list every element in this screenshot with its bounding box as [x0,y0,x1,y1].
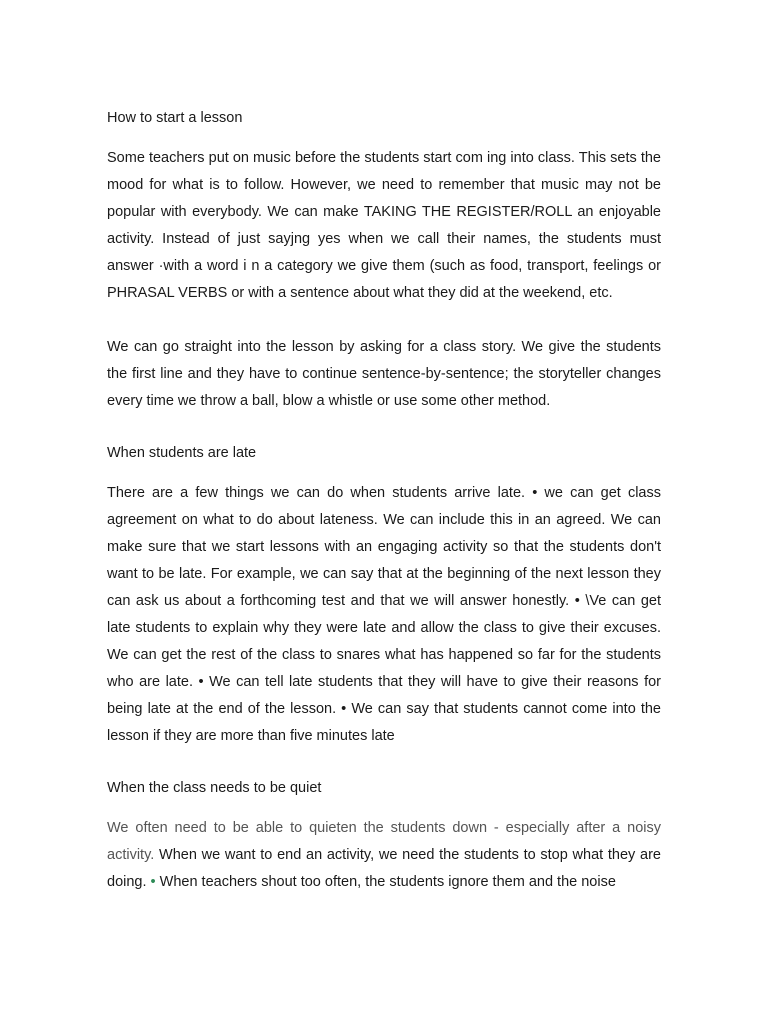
section-gap [107,415,661,443]
paragraph-start-lesson-2: We can go straight into the lesson by asking for a class story. We give the students the first line and they have to continue sentence-by-sentence; the storyteller changes every time we throw a ball, blow a whistle or use some other method. [107,339,661,409]
paragraph-start-lesson-1: Some teachers put on music before the students start com ing into class. This sets the mood for what is to follow. However, we need to remember that music may not be popular with everybody. We can make TAKING THE REGISTER/ROLL an enjoyable activity. Instead of just sayjng yes when we call their names, the students must answer ·with a word i n a category we give them (such as food, transport, feelings or PHRASAL VERBS or with a sentence about what they did at the weekend, etc. [107,150,661,301]
paragraph-class-quiet [107,815,661,896]
paragraph-gap [107,307,661,334]
section-heading-class-quiet: When the class needs to be quiet [107,780,322,796]
paragraph-students-late: There are a few things we can do when students arrive late. • we can get class agreement on what to do about lateness. We can include this in an agreed. We can make sure that we start lessons with an engaging activity so that the students don't want to be late. For example, we can say that at the beginning of the next lesson they can ask us about a forthcoming test and that we will answer honestly. • \Ve can get late students to explain why they were late and allow the class to give their excuses. We can get the rest of the class to snares what has happened so far for the students who are late. • We can tell late students that they will have to give their reasons for being late at the end of the lesson. • We can say that students cannot come into the lesson if they are more than five minutes late [107,485,661,744]
text-span: We often need to be able to quieten the students down - especially after a noisy [107,820,661,836]
bullet-glyph: • [150,874,156,890]
text-span: When teachers shout too often, the students ignore them and the noise [155,874,616,890]
text-span: When we want to end an activity, we need the students to stop what they are doing. [107,847,661,890]
text-span: activity. [107,847,155,863]
section-heading-start-lesson: How to start a lesson [107,110,243,126]
document-page [107,108,661,896]
section-heading-students-late: When students are late [107,445,257,461]
section-gap [107,750,661,778]
